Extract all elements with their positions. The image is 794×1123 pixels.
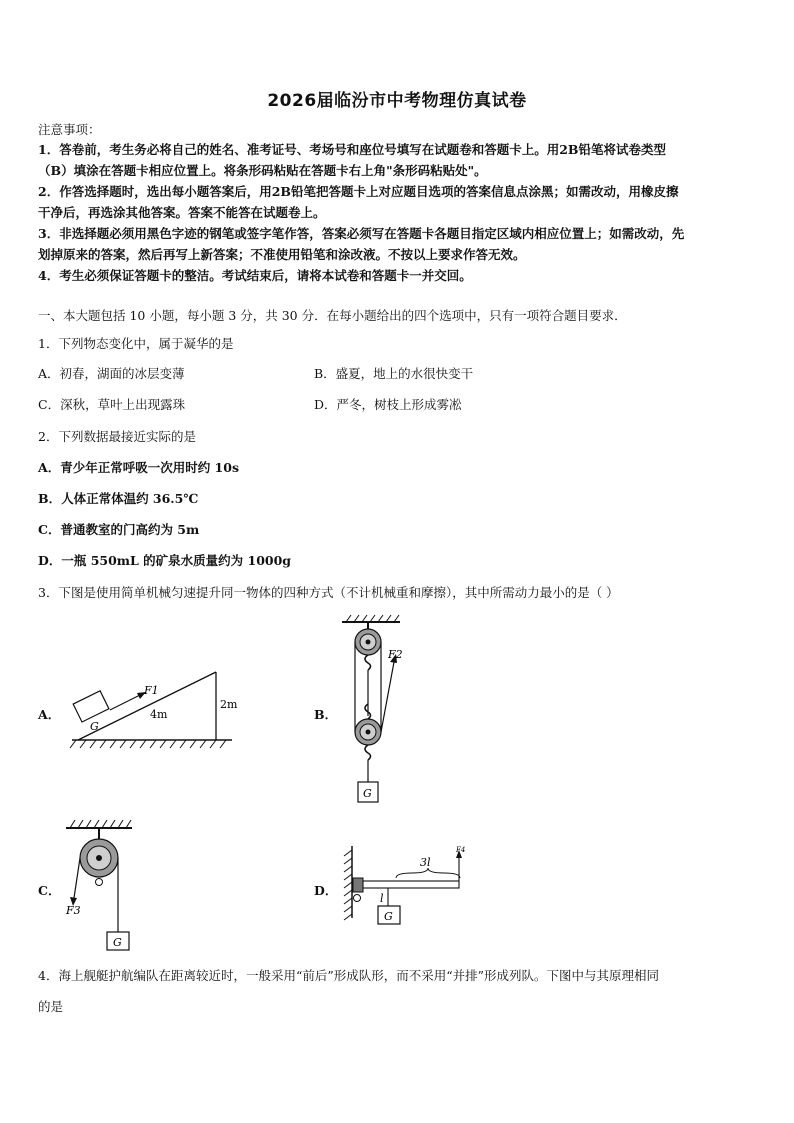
q2-option-d: D．一瓶 550mL 的矿泉水质量约为 1000g xyxy=(38,553,292,568)
notice-line: 干净后，再选涂其他答案。答案不能答在试题卷上。 xyxy=(38,205,326,220)
q2-option-c: C．普通教室的门高约为 5m xyxy=(38,522,200,537)
figure-c-load-label: G xyxy=(113,936,122,949)
q2-option-a: A．青少年正常呼吸一次用时约 10s xyxy=(38,460,239,475)
q3-stem: 3．下图是使用简单机械匀速提升同一物体的四种方式（不计机械重和摩擦），其中所需动力最小的是（ ） xyxy=(38,585,619,600)
q4-line: 4．海上舰艇护航编队在距离较近时，一般采用“前后”形成队形，而不采用“并排”形成列队。下图中与其原理相同 xyxy=(38,968,660,983)
q2-stem: 2．下列数据最接近实际的是 xyxy=(38,429,196,444)
figure-b-load-label: G xyxy=(363,787,372,800)
figure-a-force-label: F1 xyxy=(144,684,159,697)
figure-d-long-arm-label: 3l xyxy=(420,856,431,869)
q1-stem: 1．下列物态变化中，属于凝华的是 xyxy=(38,336,234,351)
q2-option-b: B．人体正常体温约 36.5℃ xyxy=(38,491,199,506)
q1-option-b: B．盛夏，地上的水很快变干 xyxy=(314,366,474,381)
figure-a-slope-label: 4m xyxy=(150,708,168,721)
figure-a-inclined-plane xyxy=(60,660,240,750)
notice-line: （B）填涂在答题卡相应位置上。将条形码粘贴在答题卡右上角"条形码粘贴处"。 xyxy=(38,163,487,178)
notice-heading: 注意事项： xyxy=(38,122,101,137)
figure-d-lever xyxy=(338,840,478,930)
q3-label-c: C． xyxy=(38,883,61,898)
figure-d-force-label: F4 xyxy=(456,846,466,854)
q3-label-d: D． xyxy=(314,883,338,898)
figure-a-load-label: G xyxy=(90,720,99,733)
notice-line: 2．作答选择题时，选出每小题答案后，用2B铅笔把答题卡上对应题目选项的答案信息点涂黑；如需改动，用橡皮擦 xyxy=(38,184,679,199)
notice-line: 划掉原来的答案，然后再写上新答案；不准使用铅笔和涂改液。不按以上要求作答无效。 xyxy=(38,247,526,262)
notice-line: 4．考生必须保证答题卡的整洁。考试结束后，请将本试卷和答题卡一并交回。 xyxy=(38,268,472,283)
q1-option-c: C．深秋，草叶上出现露珠 xyxy=(38,397,186,412)
figure-b-force-label: F2 xyxy=(388,648,403,661)
figure-d-short-arm-label: l xyxy=(380,892,384,905)
figure-b-pulley-block xyxy=(330,612,420,812)
figure-a-height-label: 2m xyxy=(220,698,238,711)
figure-c-fixed-pulley xyxy=(60,816,160,956)
exam-title: 2026届临汾市中考物理仿真试卷 xyxy=(267,91,527,111)
q3-label-b: B． xyxy=(314,707,338,722)
q1-option-d: D．严冬，树枝上形成雾凇 xyxy=(314,397,462,412)
q1-option-a: A．初春，湖面的冰层变薄 xyxy=(38,366,185,381)
q3-label-a: A． xyxy=(38,707,61,722)
notice-line: 1．答卷前，考生务必将自己的姓名、准考证号、考场号和座位号填写在试题卷和答题卡上。用2B铅笔将试卷类型 xyxy=(38,142,666,157)
figure-d-load-label: G xyxy=(384,910,393,923)
notice-line: 3．非选择题必须用黑色字迹的钢笔或签字笔作答，答案必须写在答题卡各题目指定区域内相应位置上；如需改动，先 xyxy=(38,226,685,241)
figure-c-force-label: F3 xyxy=(66,904,81,917)
section-heading: 一、本大题包括 10 小题，每小题 3 分，共 30 分．在每小题给出的四个选项中，只有一项符合题目要求． xyxy=(38,308,627,323)
q4-line: 的是 xyxy=(38,999,64,1014)
